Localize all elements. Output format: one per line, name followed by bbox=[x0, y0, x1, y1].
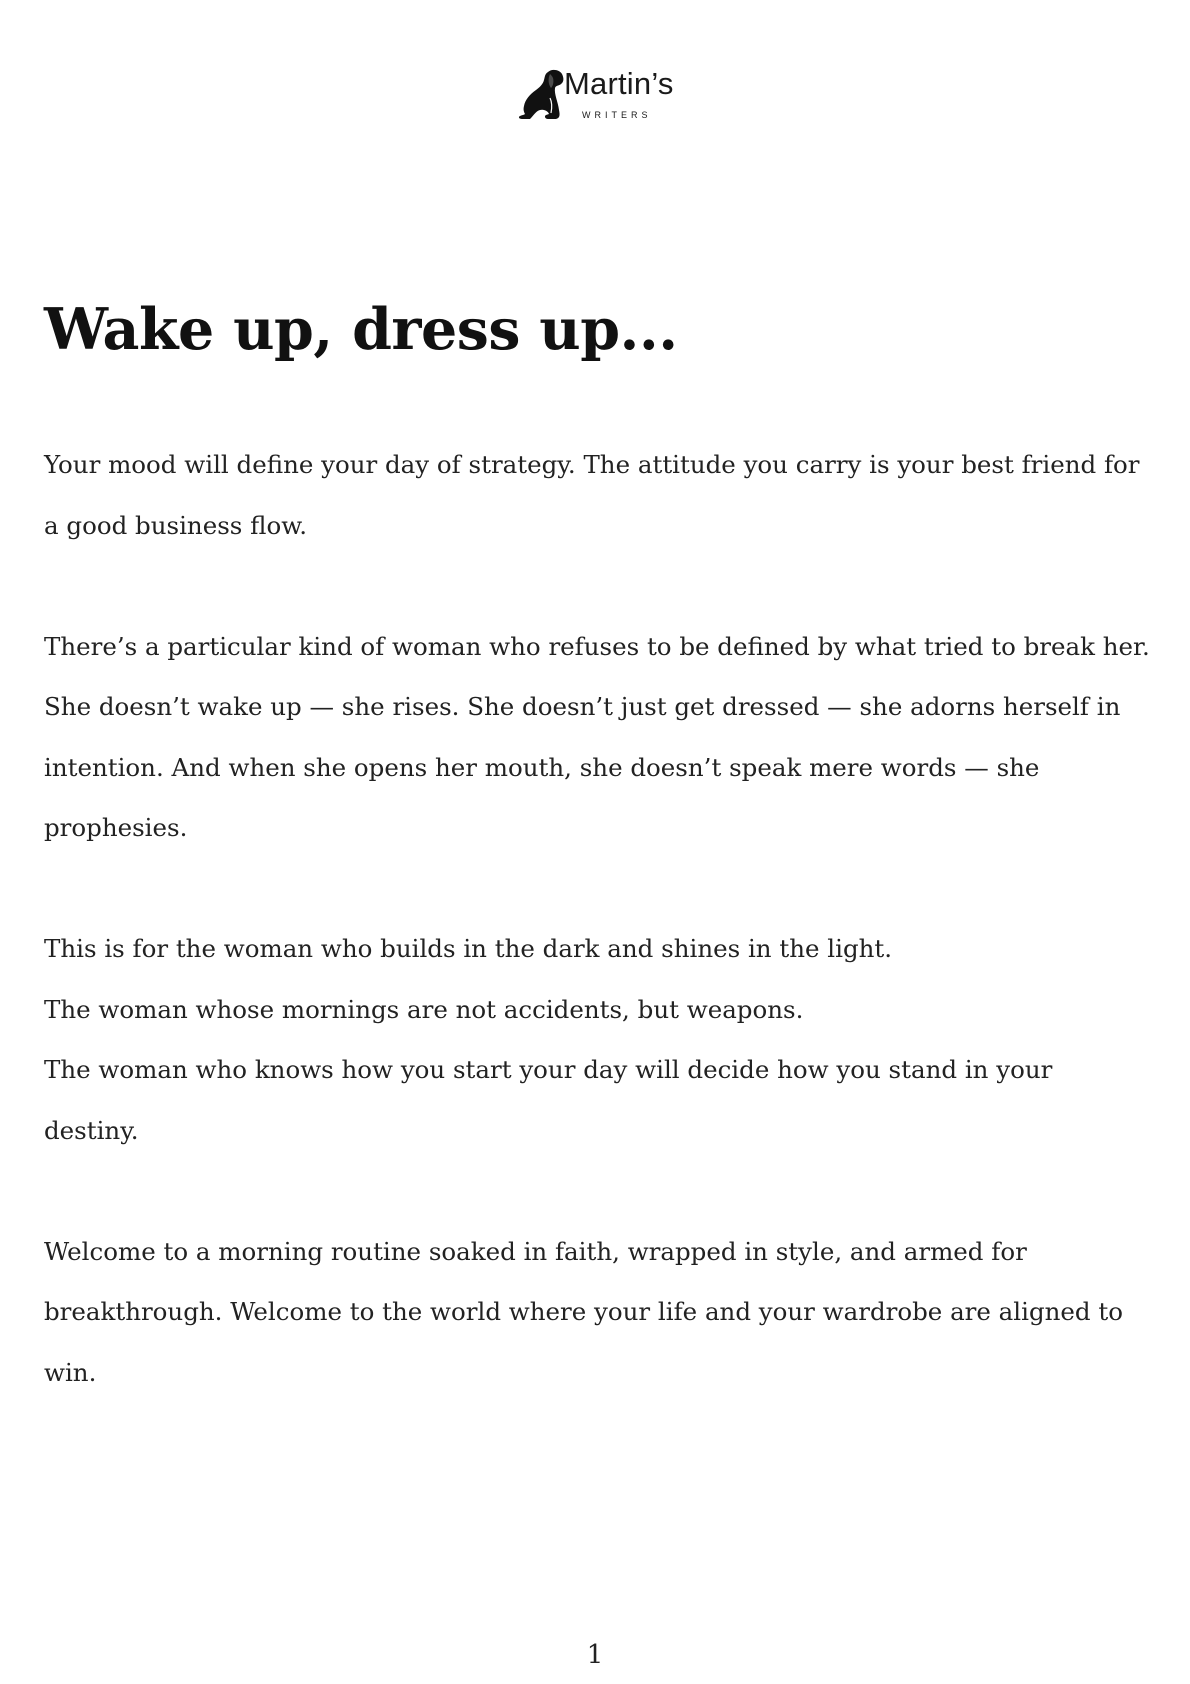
paragraph-spacer bbox=[44, 556, 1154, 617]
paragraph-mood: Your mood will define your day of strategy. The attitude you carry is your best friend for a good business flow. bbox=[44, 450, 1140, 540]
brand-tagline: WRITERS bbox=[582, 110, 652, 120]
dog-icon bbox=[518, 68, 566, 120]
page-number: 1 bbox=[586, 1640, 604, 1670]
line-builds: This is for the woman who builds in the dark and shines in the light. bbox=[44, 934, 893, 963]
brand-name: Martin’s bbox=[564, 66, 674, 101]
brand-logo bbox=[518, 66, 678, 126]
paragraph-spacer bbox=[44, 859, 1154, 920]
body-text bbox=[44, 435, 1154, 1403]
line-mornings: The woman whose mornings are not accidents, but weapons. bbox=[44, 994, 804, 1024]
paragraph-spacer bbox=[44, 1161, 1154, 1222]
line-destiny: The woman who knows how you start your day will decide how you stand in your destiny. bbox=[44, 1055, 1053, 1145]
page-title: Wake up, dress up... bbox=[44, 296, 678, 363]
paragraph-woman: There’s a particular kind of woman who refuses to be defined by what tried to break her. She doesn’t wake up — she rises. She doesn’t just get dressed — she adorns herself in intention. And when she opens her mouth, she doesn’t speak mere words — she prophesies. bbox=[44, 631, 1150, 842]
paragraph-welcome: Welcome to a morning routine soaked in faith, wrapped in style, and armed for breakthrough. Welcome to the world where your life and your wardrobe are aligned to win. bbox=[44, 1236, 1123, 1387]
